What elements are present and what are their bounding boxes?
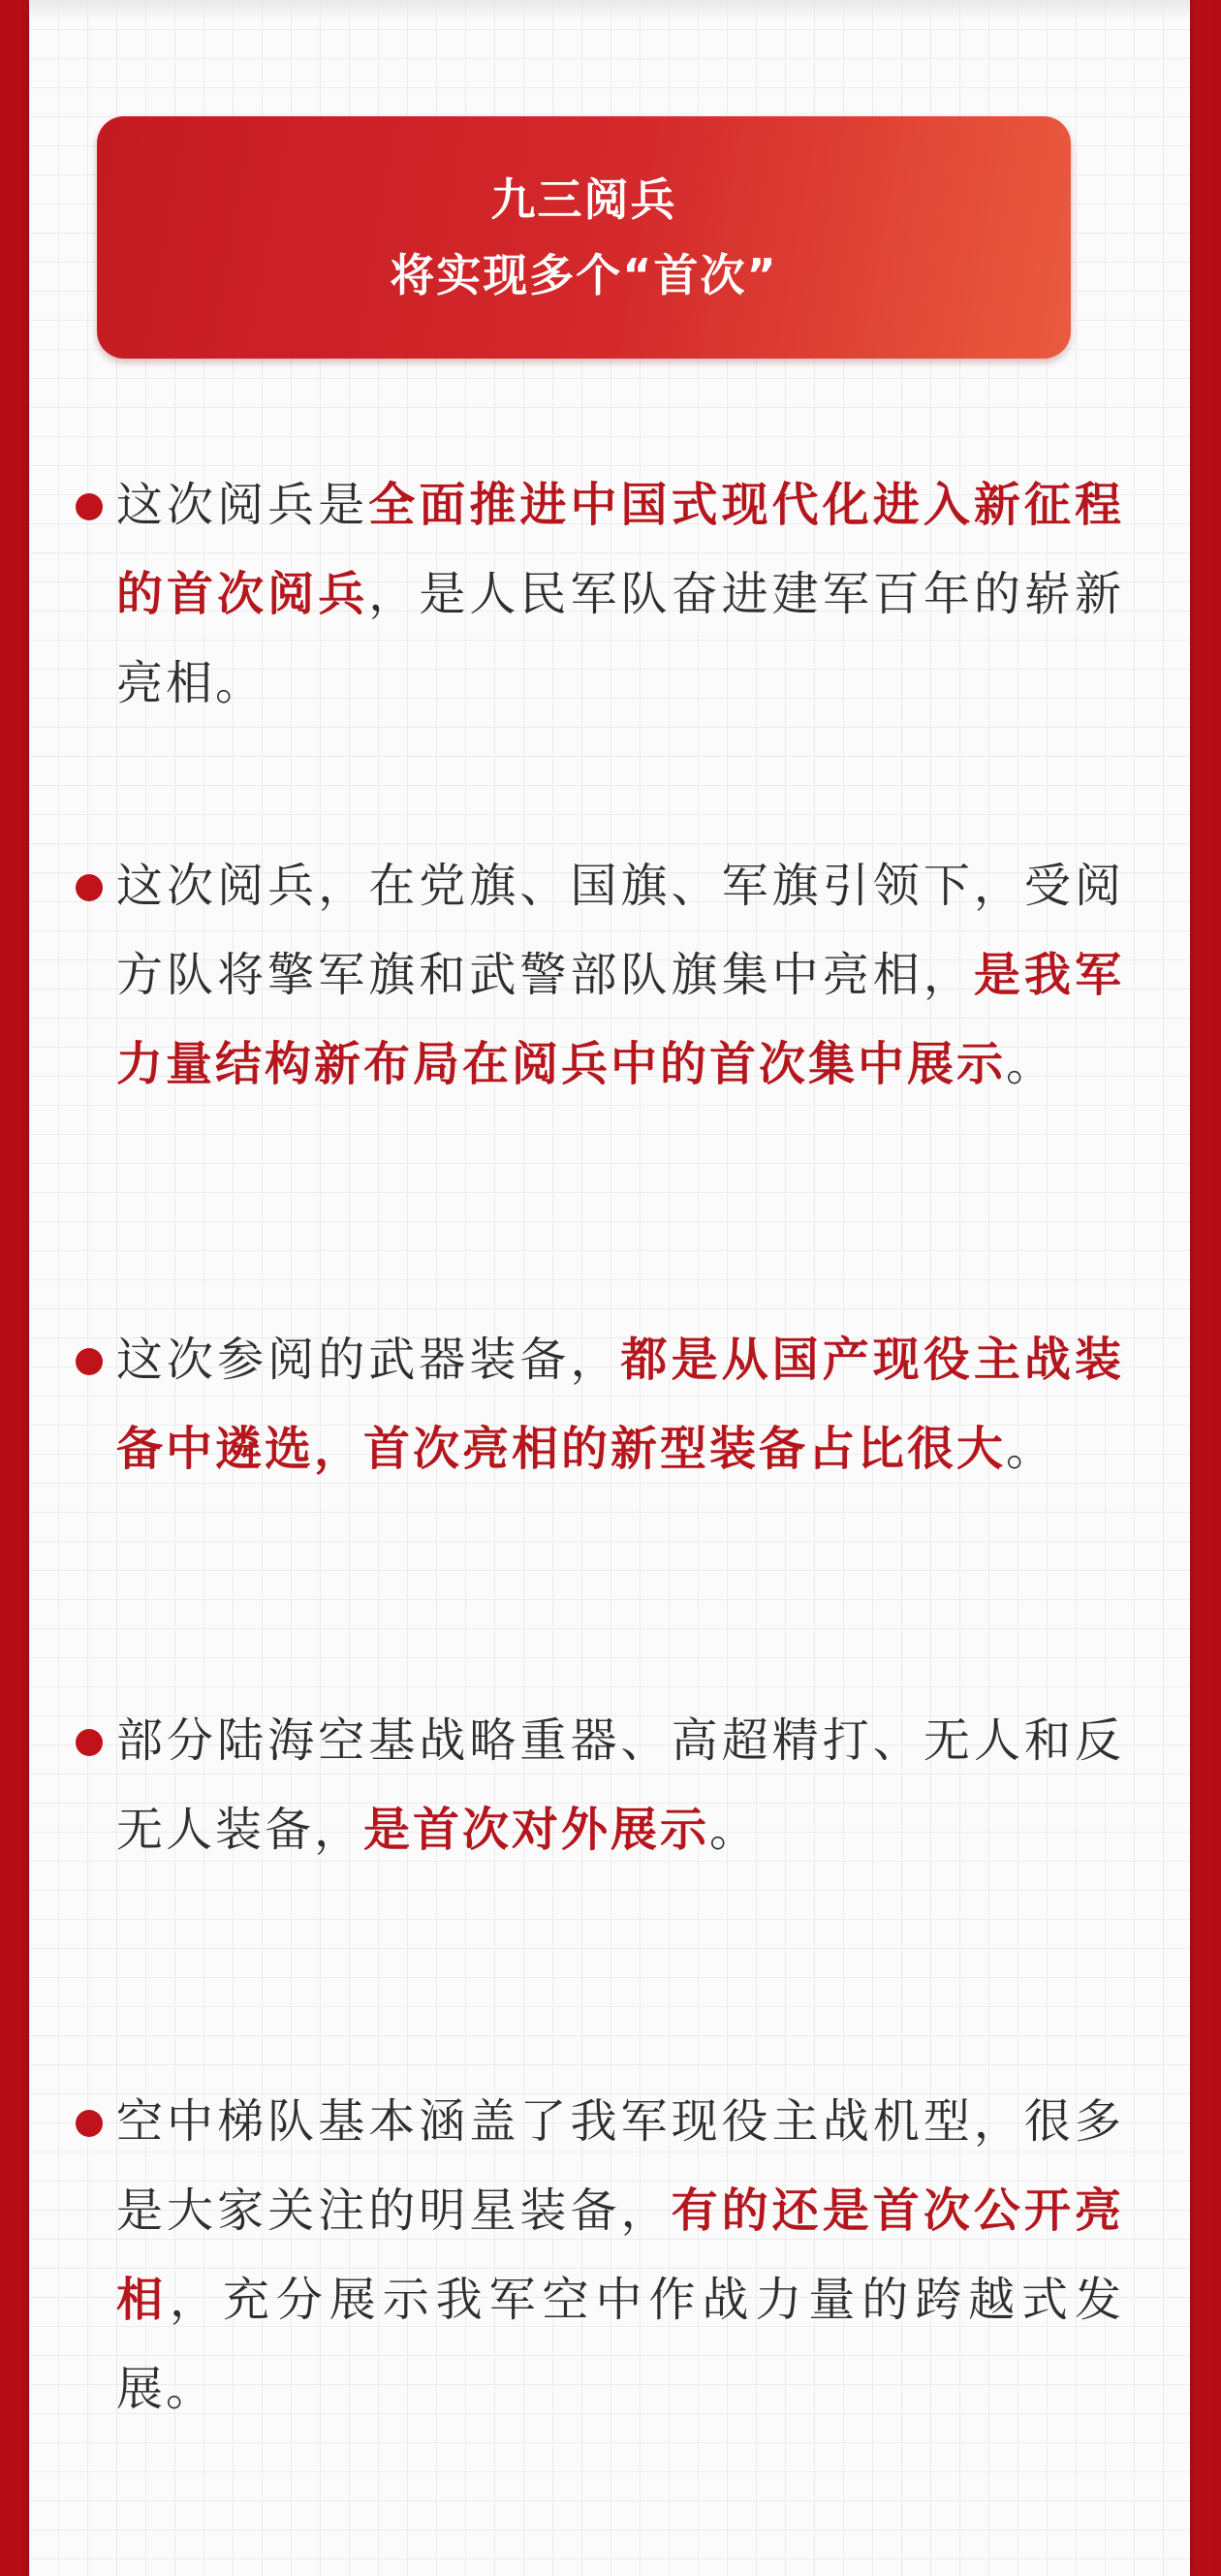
plain-text: 。: [1006, 1037, 1056, 1091]
list-item: [116, 2077, 1124, 2434]
list-item-text: [116, 841, 1124, 1109]
bullet-dot-icon: [76, 493, 103, 520]
plain-text: ，充分展示我军空中作战力量的跨越式发展。: [116, 2273, 1124, 2416]
list-item: [116, 841, 1124, 1109]
emphasis-text: 是首次对外展示: [363, 1803, 710, 1857]
emphasis-text: 有的还是首次公开亮相: [116, 2183, 1124, 2327]
emphasis-text: 全面推进中国式现代化进入新征程的首次阅兵: [116, 478, 1124, 621]
banner-title-line2: 将实现多个“首次”: [390, 249, 778, 301]
plain-text: 这次阅兵，在党旗、国旗、军旗引领下，受阅方队将擎军旗和武警部队旗集中亮相，: [116, 859, 1124, 1002]
list-item: [116, 460, 1124, 728]
list-item-text: [116, 1315, 1124, 1493]
plain-text: 。: [709, 1803, 760, 1857]
plain-text: 空中梯队基本涵盖了我军现役主战机型，很多是大家关注的明星装备，: [116, 2094, 1124, 2238]
plain-text: ，是人民军队奋进建军百年的崭新亮相。: [116, 567, 1124, 710]
bullet-dot-icon: [76, 1729, 103, 1756]
emphasis-text: 都是从国产现役主战装备中遴选，首次亮相的新型装备占比很大: [116, 1333, 1124, 1476]
bullet-dot-icon: [76, 1348, 103, 1375]
plain-text: 部分陆海空基战略重器、高超精打、无人和反无人装备，: [116, 1713, 1124, 1857]
list-item: [116, 1315, 1124, 1493]
list-item-text: [116, 1696, 1124, 1874]
plain-text: 。: [1006, 1422, 1056, 1476]
list-item: [116, 1696, 1124, 1874]
plain-text: 这次阅兵是: [116, 478, 369, 532]
bullet-dot-icon: [76, 2110, 103, 2137]
plain-text: 这次参阅的武器装备，: [116, 1333, 621, 1387]
top-edge-shadow: [29, 0, 1190, 21]
emphasis-text: 是我军力量结构新布局在阅兵中的首次集中展示: [116, 948, 1124, 1091]
title-banner: [97, 116, 1071, 359]
list-item-text: [116, 2077, 1124, 2434]
bullet-dot-icon: [76, 874, 103, 901]
list-item-text: [116, 460, 1124, 728]
banner-title-line1: 九三阅兵: [490, 173, 677, 226]
